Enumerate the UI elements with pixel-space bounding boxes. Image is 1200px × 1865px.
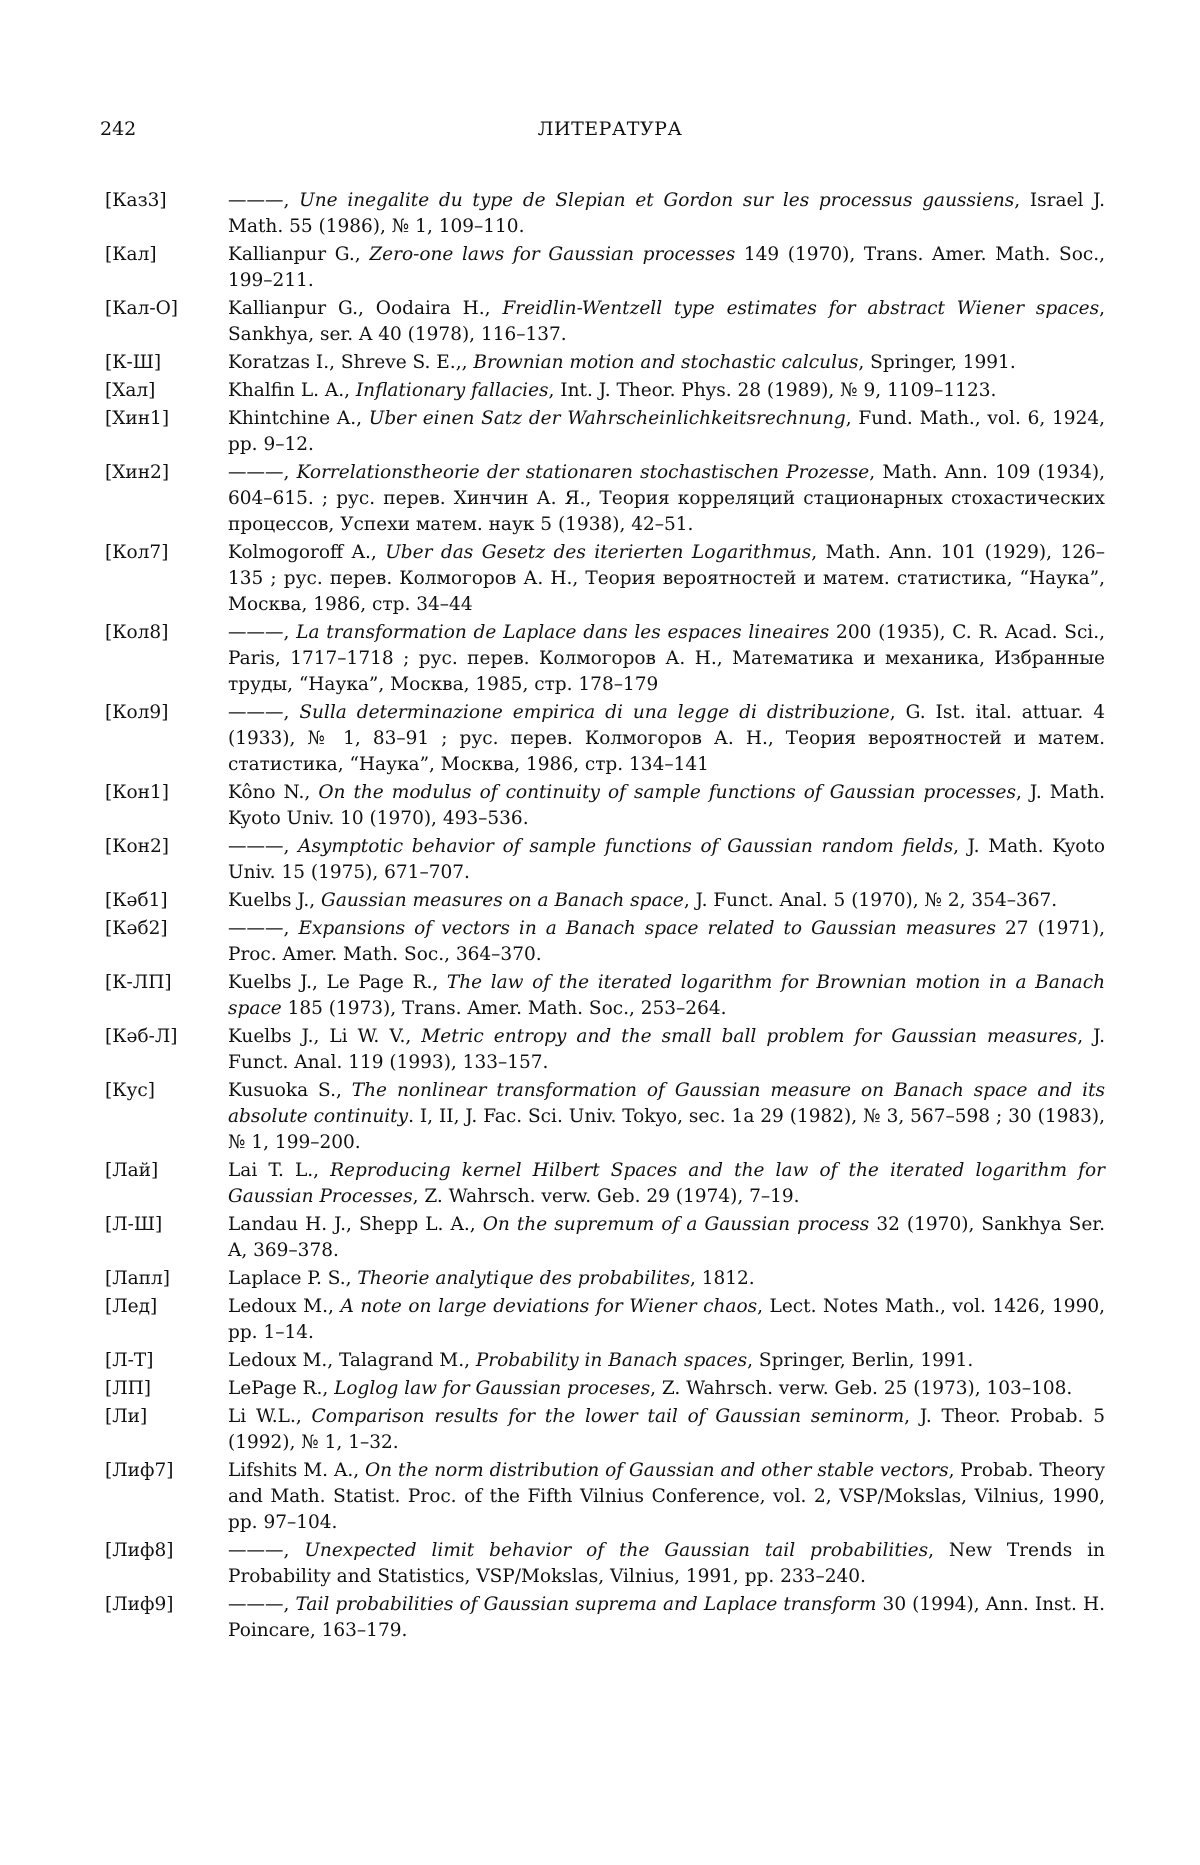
- reference-key: [Кол9]: [105, 702, 169, 723]
- reference-entry: [105, 242, 1105, 294]
- reference-title: Unexpected limit behavior of the Gaussian tail probabilities: [304, 1540, 929, 1561]
- reference-title: Sulla determinazione empirica di una legge di distribuzione: [299, 702, 890, 723]
- reference-title: Expansions of vectors in a Banach space related to Gaussian measures: [298, 918, 996, 939]
- reference-title: The law of the iterated logarithm for Brownian motion in a Banach space: [228, 972, 1105, 1019]
- reference-author: Khintchine A.,: [228, 408, 369, 429]
- reference-key: [Лай]: [105, 1160, 159, 1181]
- reference-author-ditto: ———,: [228, 702, 300, 723]
- reference-key: [Кал]: [105, 244, 157, 265]
- reference-author: Kuelbs J., Le Page R.,: [228, 972, 447, 993]
- reference-details: , Sankhya, ser. A 40 (1978), 116–137.: [228, 298, 1105, 345]
- reference-author: Kolmogoroff A.,: [228, 542, 386, 563]
- reference-key: [Л-Ш]: [105, 1214, 163, 1235]
- reference-body: [228, 1294, 1105, 1346]
- reference-body: [228, 1592, 1105, 1644]
- reference-details: , Lect. Notes Math., vol. 1426, 1990, pp. 1–14.: [228, 1296, 1105, 1343]
- reference-key: [Лед]: [105, 1296, 158, 1317]
- reference-body: [228, 1212, 1105, 1264]
- reference-key: [Кәб2]: [105, 918, 168, 939]
- reference-key: [Кәб-Л]: [105, 1026, 178, 1047]
- reference-entry: [105, 970, 1105, 1022]
- reference-details: , Math. Ann. 109 (1934), 604–615. ; рус. перев. Хинчин А. Я., Теория корреляций стационарных стохастических процессов, Успехи матем. наук 5 (1938), 42–51.: [228, 462, 1105, 535]
- reference-entry: [105, 406, 1105, 458]
- reference-body: [228, 1078, 1105, 1156]
- reference-body: [228, 700, 1105, 778]
- reference-title: Inflationary fallacies: [355, 380, 549, 401]
- reference-body: [228, 350, 1105, 376]
- reference-body: [228, 1376, 1105, 1402]
- reference-key: [Кон2]: [105, 836, 169, 857]
- reference-key: [Ли]: [105, 1406, 148, 1427]
- reference-title: La transformation de Laplace dans les espaces lineaires: [296, 622, 830, 643]
- reference-title: Zero-one laws for Gaussian processes: [369, 244, 736, 265]
- reference-key: [К-ЛП]: [105, 972, 172, 993]
- reference-entry: [105, 1348, 1105, 1374]
- reference-author: Khalfin L. A.,: [228, 380, 356, 401]
- reference-author: Koratzas I., Shreve S. E.,,: [228, 352, 474, 373]
- reference-entry: [105, 1404, 1105, 1456]
- reference-key: [Кәб1]: [105, 890, 168, 911]
- reference-key: [Кон1]: [105, 782, 169, 803]
- reference-author: Laplace P. S.,: [228, 1268, 358, 1289]
- page-header: [100, 118, 1120, 148]
- reference-body: [228, 1024, 1105, 1076]
- reference-key: [Лиф9]: [105, 1594, 174, 1615]
- reference-details: , J. Math. Kyoto Univ. 10 (1970), 493–536.: [228, 782, 1105, 829]
- reference-title: Probability in Banach spaces: [475, 1350, 748, 1371]
- reference-title: Gaussian measures on a Banach space: [321, 890, 684, 911]
- reference-title: Theorie analytique des probabilites: [357, 1268, 690, 1289]
- reference-body: [228, 460, 1105, 538]
- reference-body: [228, 1348, 1105, 1374]
- reference-key: [Хал]: [105, 380, 156, 401]
- reference-key: [Кус]: [105, 1080, 155, 1101]
- reference-author-ditto: ———,: [228, 190, 300, 211]
- reference-entry: [105, 1024, 1105, 1076]
- reference-body: [228, 242, 1105, 294]
- reference-details: , Z. Wahrsch. verw. Geb. 25 (1973), 103–108.: [650, 1378, 1073, 1399]
- reference-details: , G. Ist. ital. attuar. 4 (1933), № 1, 83–91 ; рус. перев. Колмогоров А. Н., Теория вероятностей и матем. статистика, “Наука”, Москва, 1986, стр. 134–141: [228, 702, 1105, 775]
- reference-author: Lai T. L.,: [228, 1160, 331, 1181]
- reference-details: 32 (1970), Sankhya Ser. A, 369–378.: [228, 1214, 1105, 1261]
- running-title: ЛИТЕРАТУРА: [537, 118, 683, 140]
- reference-key: [Кол7]: [105, 542, 169, 563]
- reference-author-ditto: ———,: [228, 918, 299, 939]
- reference-details: , Springer, 1991.: [858, 352, 1016, 373]
- reference-details: , Int. J. Theor. Phys. 28 (1989), № 9, 1109–1123.: [548, 380, 997, 401]
- reference-details: , 1812.: [689, 1268, 755, 1289]
- page-number: 242: [100, 118, 137, 140]
- reference-author-ditto: ———,: [228, 836, 299, 857]
- reference-body: [228, 1158, 1105, 1210]
- reference-entry: [105, 350, 1105, 376]
- reference-details: , J. Theor. Probab. 5 (1992), № 1, 1–32.: [228, 1406, 1105, 1453]
- reference-key: [Хин1]: [105, 408, 170, 429]
- reference-body: [228, 888, 1105, 914]
- reference-entry: [105, 540, 1105, 618]
- reference-list: [105, 188, 1105, 1644]
- reference-title: Comparison results for the lower tail of Gaussian seminorm: [311, 1406, 905, 1427]
- reference-entry: [105, 780, 1105, 832]
- reference-body: [228, 780, 1105, 832]
- reference-title: The nonlinear transformation of Gaussian measure on Banach space and its absolute continuity: [228, 1080, 1105, 1127]
- reference-title: Asymptotic behavior of sample functions of Gaussian random fields: [298, 836, 954, 857]
- reference-body: [228, 970, 1105, 1022]
- reference-author: Li W.L.,: [228, 1406, 312, 1427]
- reference-author: Kuelbs J., Li W. V.,: [228, 1026, 422, 1047]
- reference-key: [Каз3]: [105, 190, 167, 211]
- reference-details: , J. Funct. Anal. 5 (1970), № 2, 354–367.: [683, 890, 1058, 911]
- reference-author-ditto: ———,: [228, 1594, 296, 1615]
- reference-entry: [105, 1376, 1105, 1402]
- reference-details: , Z. Wahrsch. verw. Geb. 29 (1974), 7–19.: [412, 1186, 800, 1207]
- reference-details: , Israel J. Math. 55 (1986), № 1, 109–110.: [228, 190, 1106, 237]
- reference-details: 200 (1935), C. R. Acad. Sci., Paris, 1717–1718 ; рус. перев. Колмогоров А. Н., Математика и механика, Избранные труды, “Наука”, Москва, 1985, стр. 178–179: [228, 622, 1105, 695]
- reference-key: [Кал-О]: [105, 298, 178, 319]
- reference-entry: [105, 378, 1105, 404]
- reference-details: 27 (1971), Proc. Amer. Math. Soc., 364–370.: [228, 918, 1106, 965]
- reference-body: [228, 1538, 1105, 1590]
- reference-details: . I, II, J. Fac. Sci. Univ. Tokyo, sec. 1a 29 (1982), № 3, 567–598 ; 30 (1983), № 1, 199–200.: [228, 1106, 1106, 1153]
- reference-author: Landau H. J., Shepp L. A.,: [228, 1214, 483, 1235]
- reference-entry: [105, 1592, 1105, 1644]
- reference-body: [228, 296, 1105, 348]
- reference-title: Freidlin-Wentzell type estimates for abstract Wiener spaces: [502, 298, 1100, 319]
- reference-author: Lifshits M. A.,: [228, 1460, 365, 1481]
- reference-key: [Хин2]: [105, 462, 170, 483]
- reference-author: Kallianpur G., Oodaira H.,: [228, 298, 503, 319]
- reference-title: Une inegalite du type de Slepian et Gordon sur les processus gaussiens: [299, 190, 1015, 211]
- reference-title: On the supremum of a Gaussian process: [482, 1214, 870, 1235]
- reference-body: [228, 188, 1105, 240]
- reference-author-ditto: ———,: [228, 462, 297, 483]
- reference-author: Kallianpur G.,: [228, 244, 370, 265]
- reference-key: [Лиф7]: [105, 1460, 174, 1481]
- reference-author: Ledoux M.,: [228, 1296, 341, 1317]
- reference-body: [228, 378, 1105, 404]
- reference-title: On the norm distribution of Gaussian and other stable vectors: [365, 1460, 949, 1481]
- reference-key: [Кол8]: [105, 622, 169, 643]
- reference-title: Reproducing kernel Hilbert Spaces and the law of the iterated logarithm for Gaussian Processes: [228, 1160, 1105, 1207]
- reference-key: [К-Ш]: [105, 352, 162, 373]
- reference-title: Brownian motion and stochastic calculus: [473, 352, 859, 373]
- reference-entry: [105, 460, 1105, 538]
- reference-title: Metric entropy and the small ball problem for Gaussian measures: [421, 1026, 1078, 1047]
- reference-body: [228, 1404, 1105, 1456]
- reference-key: [ЛП]: [105, 1378, 152, 1399]
- reference-author: Kusuoka S.,: [228, 1080, 352, 1101]
- reference-entry: [105, 834, 1105, 886]
- reference-details: 185 (1973), Trans. Amer. Math. Soc., 253–264.: [281, 998, 727, 1019]
- reference-title: Korrelationstheorie der stationaren stochastischen Prozesse: [296, 462, 870, 483]
- reference-author-ditto: ———,: [228, 622, 297, 643]
- reference-title: Uber das Gesetz des iterierten Logarithmus: [385, 542, 812, 563]
- reference-body: [228, 916, 1105, 968]
- reference-entry: [105, 916, 1105, 968]
- reference-title: Uber einen Satz der Wahrscheinlichkeitsrechnung: [368, 408, 846, 429]
- reference-details: , Probab. Theory and Math. Statist. Proc. of the Fifth Vilnius Conference, vol. 2, VSP/Mokslas, Vilnius, 1990, pp. 97–104.: [228, 1460, 1105, 1533]
- reference-entry: [105, 888, 1105, 914]
- reference-body: [228, 1266, 1105, 1292]
- reference-entry: [105, 1538, 1105, 1590]
- reference-body: [228, 406, 1105, 458]
- reference-author: Kuelbs J.,: [228, 890, 322, 911]
- reference-key: [Лиф8]: [105, 1540, 174, 1561]
- reference-body: [228, 540, 1105, 618]
- reference-title: Tail probabilities of Gaussian suprema and Laplace transform: [295, 1594, 877, 1615]
- reference-author: Ledoux M., Talagrand M.,: [228, 1350, 476, 1371]
- reference-entry: [105, 296, 1105, 348]
- reference-details: 30 (1994), Ann. Inst. H. Poincare, 163–179.: [228, 1594, 1105, 1641]
- reference-entry: [105, 1458, 1105, 1536]
- reference-body: [228, 1458, 1105, 1536]
- reference-details: , Math. Ann. 101 (1929), 126–135 ; рус. перев. Колмогоров А. Н., Теория вероятностей и матем. статистика, “Наука”, Москва, 1986, стр. 34–44: [228, 542, 1105, 615]
- reference-title: A note on large deviations for Wiener chaos: [340, 1296, 758, 1317]
- reference-details: , J. Math. Kyoto Univ. 15 (1975), 671–707.: [228, 836, 1105, 883]
- reference-author-ditto: ———,: [228, 1540, 305, 1561]
- reference-entry: [105, 1212, 1105, 1264]
- reference-key: [Л-Т]: [105, 1350, 154, 1371]
- reference-entry: [105, 1266, 1105, 1292]
- reference-entry: [105, 620, 1105, 698]
- reference-details: , Springer, Berlin, 1991.: [747, 1350, 974, 1371]
- reference-body: [228, 620, 1105, 698]
- reference-entry: [105, 1078, 1105, 1156]
- reference-title: Loglog law for Gaussian proceses: [334, 1378, 651, 1399]
- reference-title: On the modulus of continuity of sample functions of Gaussian processes: [318, 782, 1016, 803]
- reference-entry: [105, 1158, 1105, 1210]
- reference-details: , J. Funct. Anal. 119 (1993), 133–157.: [228, 1026, 1105, 1073]
- reference-details: , Fund. Math., vol. 6, 1924, pp. 9–12.: [228, 408, 1105, 455]
- reference-body: [228, 834, 1105, 886]
- reference-details: , New Trends in Probability and Statistics, VSP/Mokslas, Vilnius, 1991, pp. 233–240.: [228, 1540, 1105, 1587]
- reference-details: 149 (1970), Trans. Amer. Math. Soc., 199–211.: [228, 244, 1105, 291]
- reference-entry: [105, 1294, 1105, 1346]
- reference-entry: [105, 188, 1105, 240]
- reference-key: [Лапл]: [105, 1268, 170, 1289]
- reference-author: LePage R.,: [228, 1378, 335, 1399]
- reference-entry: [105, 700, 1105, 778]
- reference-author: Kôno N.,: [228, 782, 319, 803]
